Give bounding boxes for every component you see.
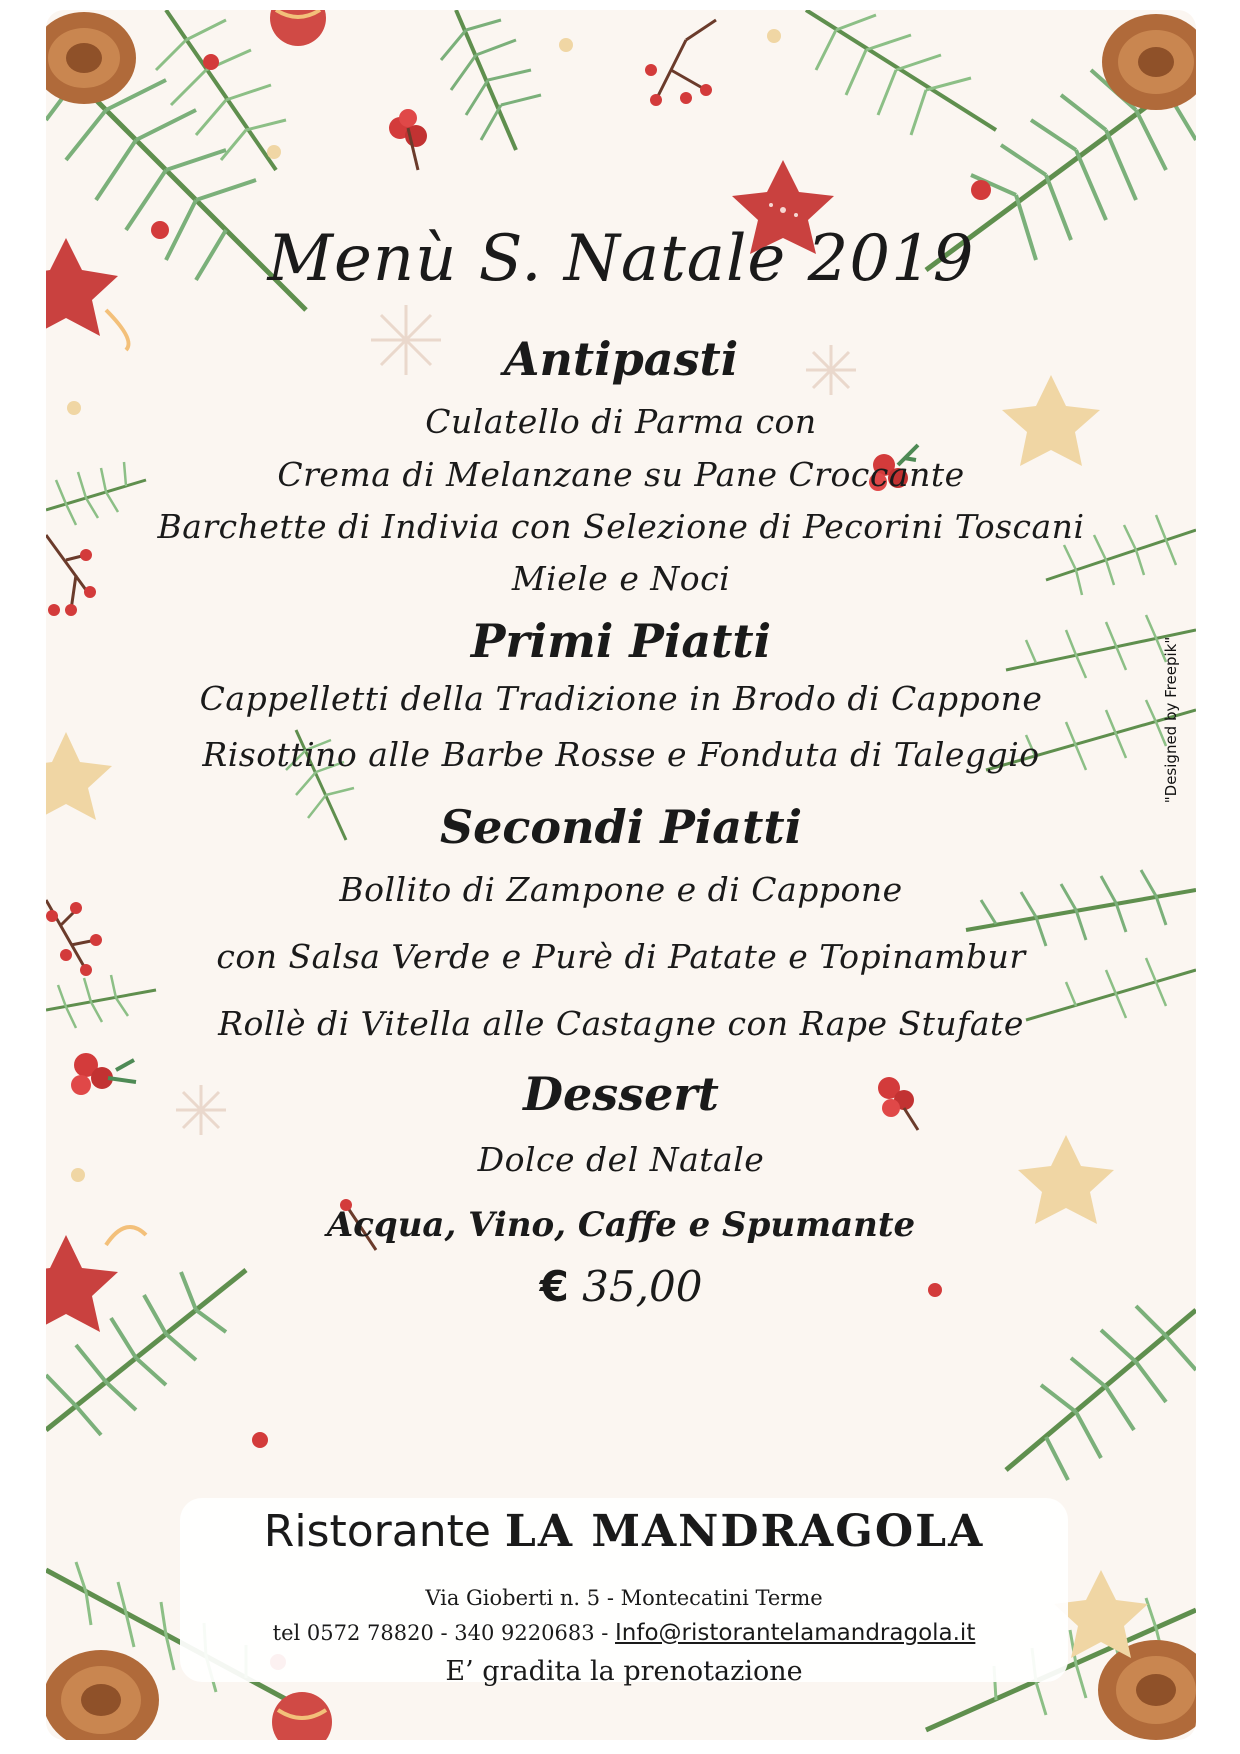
menu-item: Rollè di Vitella alle Castagne con Rape Stufate: [218, 1004, 1024, 1043]
menu-card: [46, 10, 1196, 1740]
designer-credit: "Designed by Freepik": [1162, 636, 1180, 804]
menu-item: Crema di Melanzane su Pane Croccante: [277, 455, 965, 494]
restaurant-footer: [180, 1498, 1068, 1687]
reservation-note: E’ gradita la prenotazione: [445, 1656, 803, 1687]
section-heading-antipasti: Antipasti: [503, 332, 739, 386]
menu-item: Dolce del Natale: [477, 1140, 765, 1179]
menu-item: Barchette di Indivia con Selezione di Pecorini Toscani: [157, 507, 1085, 546]
restaurant-name: [180, 1506, 1068, 1557]
menu-item: Culatello di Parma con: [425, 402, 817, 441]
restaurant-address: Via Gioberti n. 5 - Montecatini Terme: [425, 1586, 823, 1610]
price: [46, 1262, 1196, 1311]
price-currency: €: [539, 1262, 569, 1311]
email-link[interactable]: Info@ristorantelamandragola.it: [615, 1620, 976, 1646]
menu-item: Risottino alle Barbe Rosse e Fonduta di Taleggio: [202, 735, 1040, 774]
restaurant-name-prefix: Ristorante: [263, 1506, 491, 1557]
section-heading-dessert: Dessert: [523, 1067, 719, 1121]
phone-numbers: tel 0572 78820 - 340 9220683 -: [272, 1621, 609, 1645]
price-amount: 35,00: [582, 1262, 703, 1311]
menu-item: Bollito di Zampone e di Cappone: [339, 870, 903, 909]
menu-item: Miele e Noci: [511, 559, 731, 598]
menu-title: Menù S. Natale 2019: [267, 222, 975, 296]
menu-item: Cappelletti della Tradizione in Brodo di Cappone: [199, 679, 1043, 718]
section-heading-primi: Primi Piatti: [470, 614, 772, 668]
drinks-line: Acqua, Vino, Caffe e Spumante: [326, 1205, 916, 1245]
restaurant-brand: LA MANDRAGOLA: [504, 1506, 985, 1557]
menu-item: con Salsa Verde e Purè di Patate e Topinambur: [216, 937, 1026, 976]
restaurant-contact: [180, 1620, 1068, 1646]
menu-content: [46, 10, 1196, 1740]
section-heading-secondi: Secondi Piatti: [439, 800, 803, 854]
